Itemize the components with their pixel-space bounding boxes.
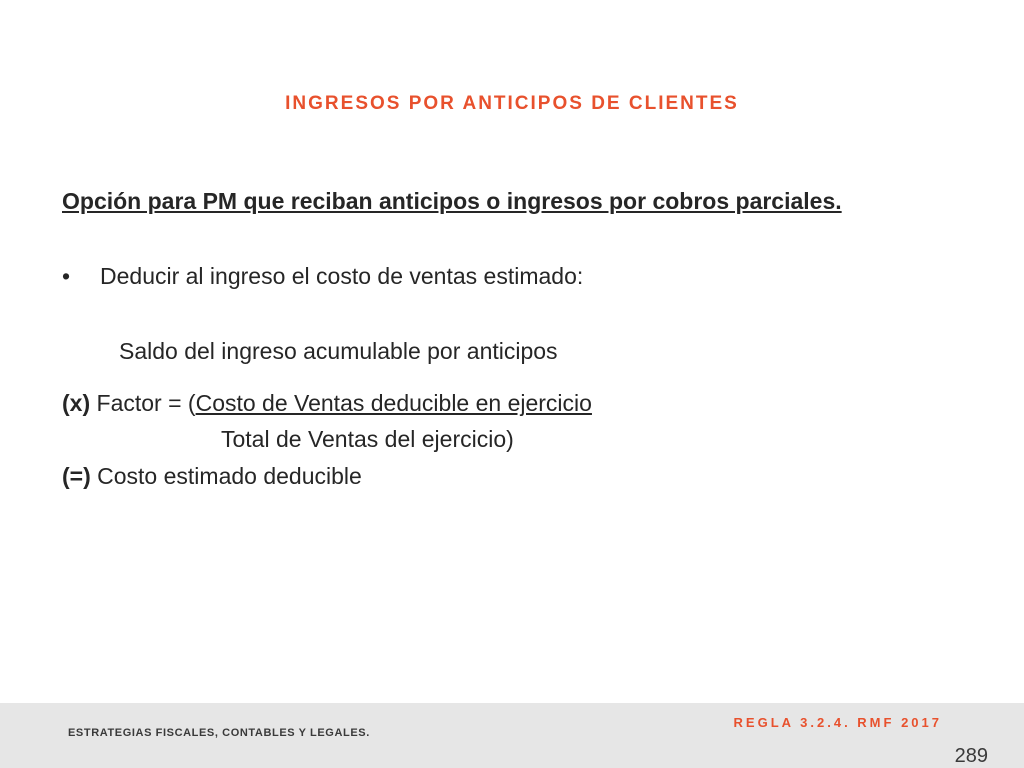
factor-label: Factor = ( (90, 390, 196, 416)
section-heading: Opción para PM que reciban anticipos o ingresos por cobros parciales. (62, 188, 842, 214)
slide-title: INGRESOS POR ANTICIPOS DE CLIENTES (285, 93, 739, 114)
bullet-item (62, 262, 583, 290)
costo-label: Costo estimado deducible (90, 463, 362, 489)
factor-marker: (x) (62, 390, 91, 416)
costo-marker: (=) (62, 463, 91, 489)
factor-line (62, 389, 592, 417)
page-number: 289 (954, 745, 988, 767)
footer-rule-reference: REGLA 3.2.4. RMF 2017 (733, 715, 942, 730)
bullet-dot: • (62, 263, 71, 289)
footer-company: ESTRATEGIAS FISCALES, CONTABLES Y LEGALES. (68, 727, 370, 739)
costo-line (62, 462, 362, 490)
saldo-line: Saldo del ingreso acumulable por anticipos (119, 338, 558, 364)
factor-denominator: Total de Ventas del ejercicio) (221, 426, 514, 452)
factor-numerator: Costo de Ventas deducible en ejercicio (195, 390, 592, 416)
bullet-text: Deducir al ingreso el costo de ventas estimado: (100, 263, 584, 289)
